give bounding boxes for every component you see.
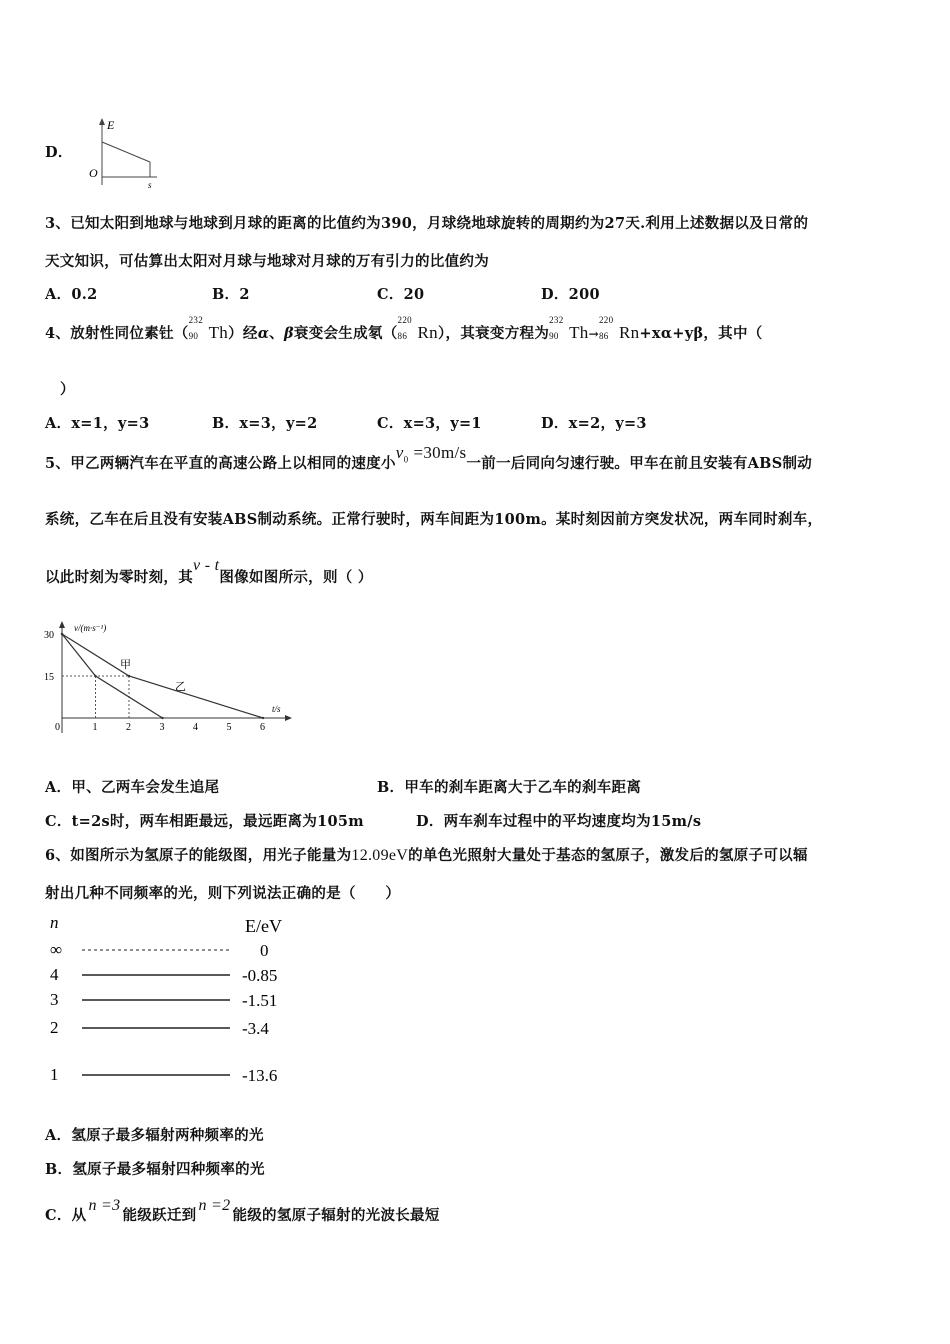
q4-stem-close: ） bbox=[60, 381, 75, 398]
x-tick-label: 3 bbox=[159, 722, 165, 733]
data-point bbox=[94, 675, 96, 677]
q4-option-d: D．x=2，y=3 bbox=[541, 415, 647, 432]
y-tick-label: 30 bbox=[44, 630, 54, 641]
q3-line2: 天文知识，可估算出太阳对月球与地球对月球的万有引力的比值约为 bbox=[45, 253, 489, 270]
data-point bbox=[262, 717, 264, 719]
level-energy-label: -1.51 bbox=[242, 991, 278, 1010]
q2-option-d-label: D． bbox=[45, 144, 73, 161]
data-point bbox=[61, 633, 63, 635]
level-n-label: 1 bbox=[50, 1065, 59, 1084]
level-n-label: ∞ bbox=[50, 940, 63, 959]
level-n-label: 3 bbox=[50, 990, 59, 1009]
x-tick-label: 2 bbox=[126, 722, 131, 733]
q5-line2: 系统，乙车在后且没有安装ABS制动系统。正常行驶时，两车间距为100m。某时刻因前方突发状况，两车同时刹车， bbox=[45, 511, 823, 528]
level-n-label: 4 bbox=[50, 965, 59, 984]
x-tick-label: 4 bbox=[193, 722, 198, 733]
q4-prefix: 4、放射性同位素钍（ bbox=[45, 325, 189, 342]
q3-option-a: A．0.2 bbox=[45, 286, 98, 303]
q6-line2: 射出几种不同频率的光，则下列说法正确的是（ ） bbox=[45, 885, 401, 902]
q5-option-d: D．两车刹车过程中的平均速度均为15m/s bbox=[416, 813, 702, 830]
level-energy-label: -13.6 bbox=[242, 1066, 278, 1085]
x-tick-label: 6 bbox=[260, 722, 265, 733]
photon-energy: 12.09eV bbox=[351, 847, 409, 864]
series-label-jia: 甲 bbox=[120, 659, 131, 671]
energy-level-diagram bbox=[40, 908, 310, 1093]
th-nuclide: 232 90 Th bbox=[188, 315, 229, 342]
q5-line3: 以此时刻为零时刻，其v - t图像如图所示，则（ ） bbox=[45, 557, 373, 586]
q6-option-c: C．从n =3能级跃迁到n =2能级的氢原子辐射的光波长最短 bbox=[45, 1197, 440, 1224]
q5-option-b: B．甲车的刹车距离大于乙车的刹车距离 bbox=[377, 779, 642, 796]
q4-stem-line1: 4、放射性同位素钍（ 232 90 Th）经α、β衰变会生成氡（ 220 86 Rn），其衰变方程为 232 90 Th→ 220 86 Rn+xα+yβ，其中（ bbox=[45, 315, 763, 342]
data-point bbox=[128, 675, 130, 677]
rn-nuclide-equation: 220 86 Rn bbox=[598, 315, 640, 342]
arrow-icon: → bbox=[588, 327, 599, 341]
q2-graph-s-label: s bbox=[148, 180, 152, 190]
q2-option-d-graph bbox=[85, 115, 165, 190]
v0-expression: $v_0 =30m/s$ bbox=[395, 443, 467, 465]
x-tick-label: 1 bbox=[92, 722, 98, 733]
y-tick-label: 15 bbox=[44, 672, 54, 683]
series-label-yi: 乙 bbox=[175, 681, 186, 693]
rn-nuclide: 220 86 Rn bbox=[397, 315, 438, 342]
q4-option-a: A．x=1，y=3 bbox=[45, 415, 150, 432]
vt-chart bbox=[40, 618, 300, 738]
vt-chart-x-label: t/s bbox=[272, 704, 281, 714]
q5-option-a: A．甲、乙两车会发生追尾 bbox=[45, 779, 220, 796]
q4-option-c: C．x=3，y=1 bbox=[377, 415, 482, 432]
data-point bbox=[161, 717, 163, 719]
q3-option-b: B．2 bbox=[212, 286, 250, 303]
x-tick-label: 5 bbox=[226, 722, 232, 733]
q4-option-b: B．x=3，y=2 bbox=[212, 415, 318, 432]
q5-line1: 5、甲乙两辆汽车在平直的高速公路上以相同的速度小$v_0 =30m/s$一前一后同向匀速行驶。甲车在前且安装有ABS制动 bbox=[45, 443, 813, 472]
vt-chart-y-label: v/(m·s⁻¹) bbox=[74, 623, 107, 633]
q6-option-a: A．氢原子最多辐射两种频率的光 bbox=[45, 1127, 264, 1144]
q2-graph-e-label: E bbox=[107, 118, 115, 132]
q3-option-c: C．20 bbox=[377, 286, 425, 303]
q6-line1: 6、如图所示为氢原子的能级图，用光子能量为12.09eV的单色光照射大量处于基态的氢原子，激发后的氢原子可以辐 bbox=[45, 847, 808, 864]
series-line-jia bbox=[62, 634, 163, 718]
vt-chart-origin: 0 bbox=[55, 722, 60, 733]
level-energy-label: 0 bbox=[260, 941, 269, 960]
th-nuclide-equation: 232 90 Th bbox=[549, 315, 589, 342]
series-line-yi bbox=[62, 634, 263, 718]
vt-chart-x-arrow bbox=[285, 715, 292, 721]
q3-option-d: D．200 bbox=[541, 286, 600, 303]
e-header: E/eV bbox=[245, 916, 282, 936]
q2-graph-origin-label: O bbox=[89, 166, 98, 180]
level-n-label: 2 bbox=[50, 1018, 59, 1037]
vt-chart-y-arrow bbox=[59, 621, 65, 628]
q5-option-c: C．t=2s时，两车相距最远，最远距离为105m bbox=[45, 813, 364, 830]
q3-line1: 3、已知太阳到地球与地球到月球的距离的比值约为390，月球绕地球旋转的周期约为27天.利用上述数据以及日常的 bbox=[45, 215, 809, 232]
level-energy-label: -0.85 bbox=[242, 966, 278, 985]
n-header: n bbox=[50, 913, 59, 932]
vt-expression: v - t bbox=[193, 557, 220, 574]
n2-expression: n =2 bbox=[198, 1197, 231, 1214]
n3-expression: n =3 bbox=[88, 1197, 121, 1214]
level-energy-label: -3.4 bbox=[242, 1019, 269, 1038]
q6-option-b: B．氢原子最多辐射四种频率的光 bbox=[45, 1161, 265, 1178]
